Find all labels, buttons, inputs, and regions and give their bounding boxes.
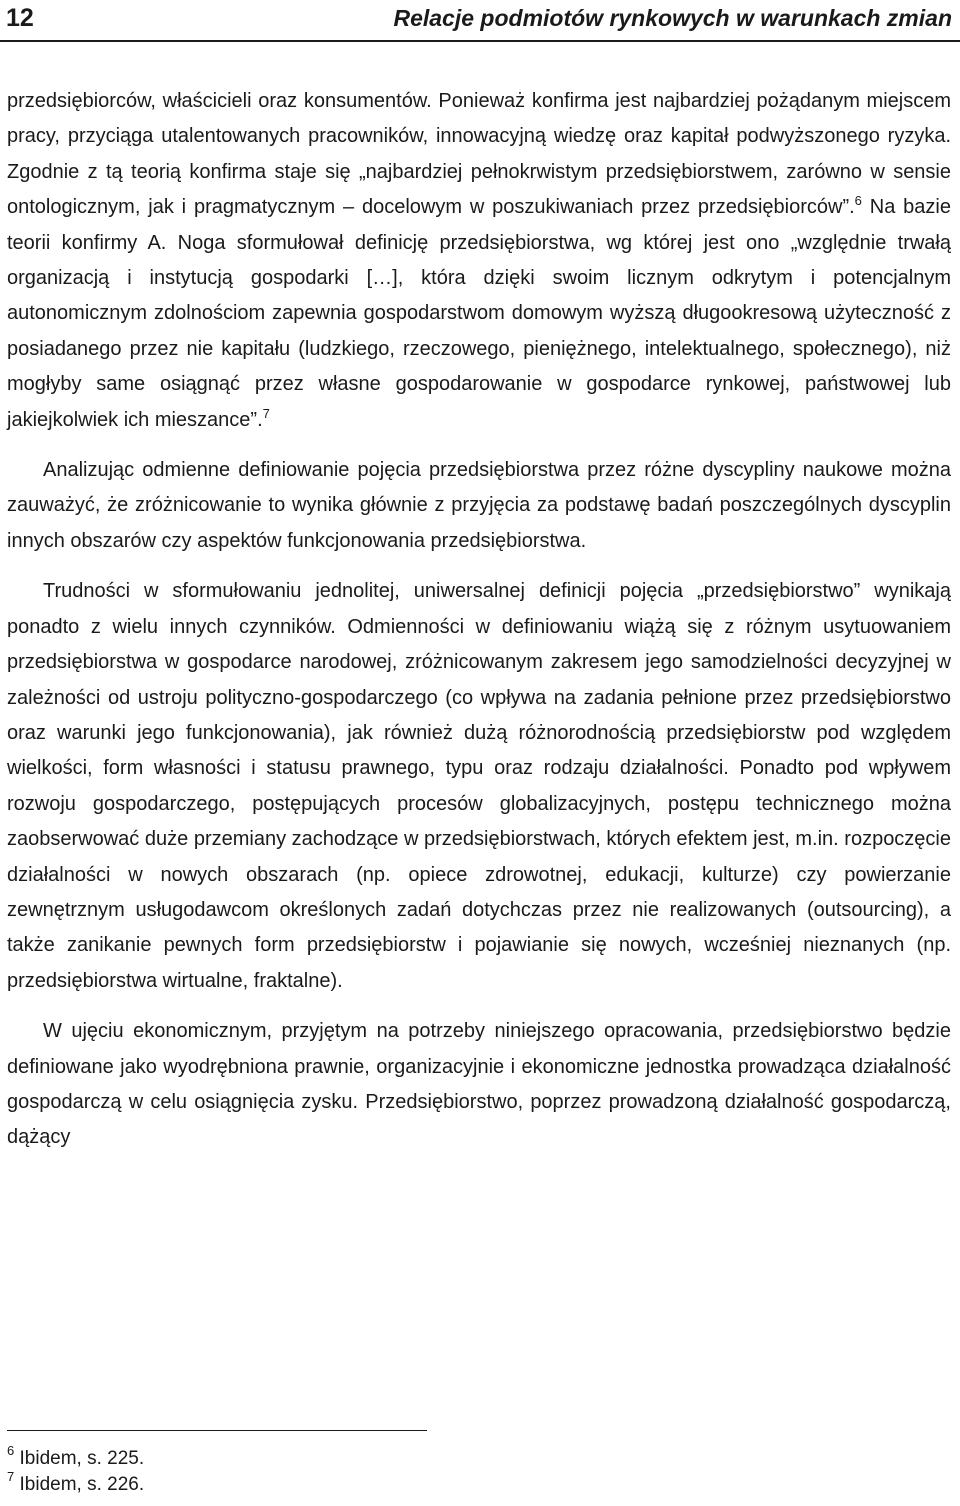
- footnote-separator: [7, 1430, 427, 1431]
- footnotes: [7, 1443, 145, 1498]
- footnote-ref-6: 6: [854, 193, 862, 209]
- footnote-text: Ibidem, s. 226.: [19, 1474, 145, 1495]
- paragraph-4: W ujęciu ekonomicznym, przyjętym na potrzeby niniejszego opracowania, przedsiębiorstwo będzie definiowane jako wyodrębniona prawnie, organizacyjnie i ekonomiczne jednostka prowadząca działalność gospodarczą w celu osiągnięcia zysku. Przedsiębiorstwo, poprzez prowadzoną działalność gospodarczą, dążący: [7, 1020, 951, 1149]
- paragraph-3: Trudności w sformułowaniu jednolitej, uniwersalnej definicji pojęcia „przedsiębiorstwo” wynikają ponadto z wielu innych czynników. Odmienności w definiowaniu wiążą się z różnym usytuowaniem przedsiębiorstwa w gospodarce narodowej, zróżnicowanym zakresem jego samodzielności decyzyjnej w zależności od ustroju polityczno-gospodarczego (co wpływa na zadania pełnione przez przedsiębiorstwo oraz warunki jego funkcjonowania), jak również dużą różnorodnością przedsiębiorstw pod względem wielkości, form własności i statusu prawnego, typu oraz rodzaju działalności. Ponadto pod wpływem rozwoju gospodarczego, postępujących procesów globalizacyjnych, postępu technicznego można zaobserwować duże przemiany zachodzące w przedsiębiorstwach, których efektem jest, m.in. rozpoczęcie działalności w nowych obszarach (np. opiece zdrowotnej, edukacji, kulturze) czy powierzanie zewnętrznym usługodawcom określonych zadań dotychczas przez nie realizowanych (outsourcing), a także zanikanie pewnych form przedsiębiorstw i pojawianie się nowych, wcześniej nieznanych (np. przedsiębiorstwa wirtualne, fraktalne).: [7, 580, 951, 992]
- footnote-text: Ibidem, s. 225.: [19, 1448, 145, 1469]
- paragraph-1-text-b: Na bazie teorii konfirmy A. Noga sformułował definicję przedsiębiorstwa, wg której jest ono „względnie trwałą organizacją i instytucją gospodarki […], która dzięki swoim licznym odkrytym i potencjalnym autonomicznym zdolnościom zapewnia gospodarstwom domowym wyższą długookresową użyteczność z posiadanego przez nie kapitału (ludzkiego, rzeczowego, pieniężnego, intelektualnego, społecznego), niż mogłyby same osiągnąć przez własne gospodarowanie w gospodarce rynkowej, państwowej lub jakiejkolwiek ich mieszance”.: [7, 196, 951, 431]
- footnote-number: 7: [7, 1469, 15, 1484]
- paragraph-1: [7, 84, 951, 438]
- page-header: [0, 0, 960, 42]
- footnote-7: [7, 1469, 145, 1498]
- page-number: 12: [6, 4, 34, 32]
- body-text: [7, 84, 951, 1171]
- footnote-number: 6: [7, 1443, 15, 1458]
- footnote-6: [7, 1443, 145, 1472]
- running-title: Relacje podmiotów rynkowych w warunkach zmian: [393, 5, 952, 31]
- footnote-ref-7: 7: [262, 405, 270, 421]
- paragraph-1-text-a: przedsiębiorców, właścicieli oraz konsumentów. Ponieważ konfirma jest najbardziej pożądanym miejscem pracy, przyciąga utalentowanych pracowników, innowacyjną wiedzę oraz kapitał podwyższonego ryzyka. Zgodnie z tą teorią konfirma staje się „najbardziej pełnokrwistym przedsiębiorstwem, zarówno w sensie ontologicznym, jak i pragmatycznym – docelowym w poszukiwaniach przez przedsiębiorców”.: [7, 90, 951, 219]
- paragraph-2: Analizując odmienne definiowanie pojęcia przedsiębiorstwa przez różne dyscypliny naukowe można zauważyć, że zróżnicowanie to wynika głównie z przyjęcia za podstawę badań poszczególnych dyscyplin innych obszarów czy aspektów funkcjonowania przedsiębiorstwa.: [7, 459, 951, 552]
